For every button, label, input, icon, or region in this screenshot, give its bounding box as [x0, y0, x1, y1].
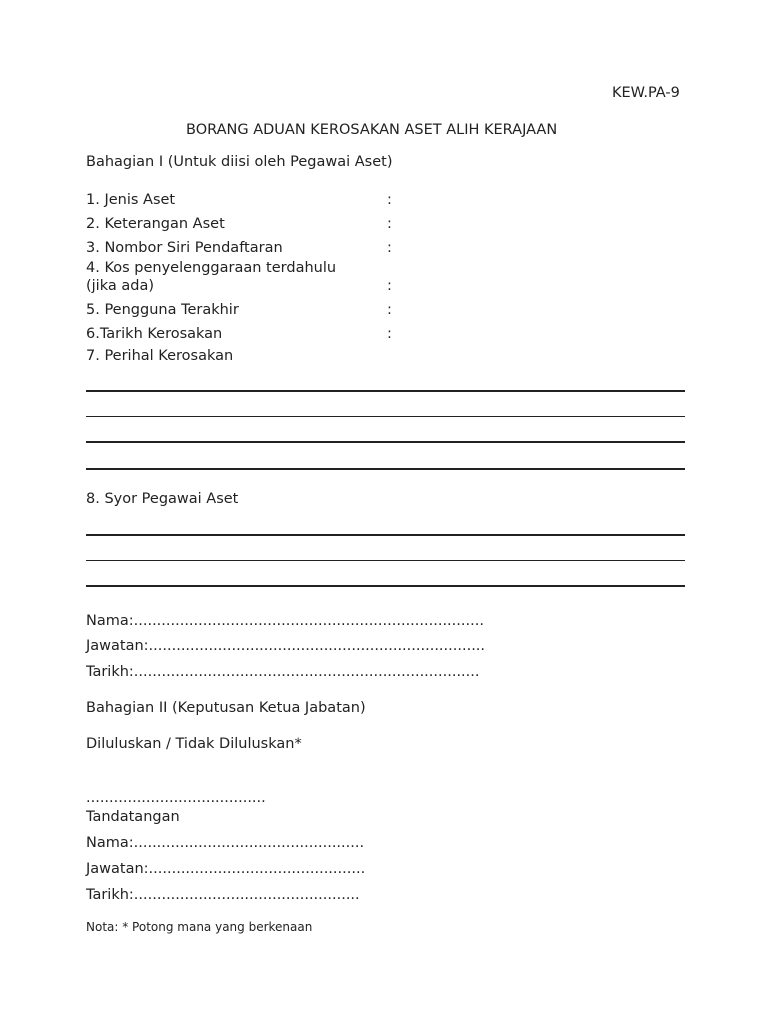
writing-line[interactable]: [86, 416, 685, 417]
signature-line[interactable]: .......................................: [86, 790, 266, 806]
field-colon: :: [387, 240, 392, 256]
field-label-perihal-kerosakan: 7. Perihal Kerosakan: [86, 348, 234, 364]
item8-label: 8. Syor Pegawai Aset: [86, 491, 239, 507]
signature-label: Tandatangan: [86, 809, 180, 825]
head-nama-field[interactable]: Nama:..................................................: [86, 835, 365, 851]
footnote: Nota: * Potong mana yang berkenaan: [86, 920, 313, 934]
writing-line[interactable]: [86, 585, 685, 587]
field-colon: :: [387, 278, 392, 294]
form-title: BORANG ADUAN KEROSAKAN ASET ALIH KERAJAAN: [186, 122, 558, 138]
writing-line[interactable]: [86, 441, 685, 443]
field-label-kos-penyelenggaraan: 4. Kos penyelenggaraan terdahulu: [86, 260, 337, 276]
field-label-pengguna-terakhir: 5. Pengguna Terakhir: [86, 302, 239, 318]
field-label-jenis-aset: 1. Jenis Aset: [86, 192, 176, 208]
part2-heading: Bahagian II (Keputusan Ketua Jabatan): [86, 700, 366, 716]
head-jawatan-field[interactable]: Jawatan:...............................................: [86, 861, 366, 877]
officer-tarikh-field[interactable]: Tarikh:...........................................................................: [86, 664, 480, 680]
writing-line[interactable]: [86, 468, 685, 470]
head-tarikh-field[interactable]: Tarikh:.................................................: [86, 887, 360, 903]
field-label-jika-ada: (jika ada): [86, 278, 154, 294]
field-colon: :: [387, 216, 392, 232]
writing-line[interactable]: [86, 390, 685, 392]
form-code: KEW.PA-9: [612, 85, 680, 101]
field-colon: :: [387, 192, 392, 208]
officer-nama-field[interactable]: Nama:............................................................................: [86, 613, 484, 629]
decision-options[interactable]: Diluluskan / Tidak Diluluskan*: [86, 736, 302, 752]
writing-line[interactable]: [86, 534, 685, 536]
field-colon: :: [387, 302, 392, 318]
field-label-tarikh-kerosakan: 6.Tarikh Kerosakan: [86, 326, 223, 342]
writing-line[interactable]: [86, 560, 685, 561]
field-label-nombor-siri: 3. Nombor Siri Pendaftaran: [86, 240, 283, 256]
field-label-keterangan-aset: 2. Keterangan Aset: [86, 216, 225, 232]
officer-jawatan-field[interactable]: Jawatan:.........................................................................: [86, 638, 486, 654]
field-colon: :: [387, 326, 392, 342]
part1-heading: Bahagian I (Untuk diisi oleh Pegawai Aset): [86, 154, 393, 170]
